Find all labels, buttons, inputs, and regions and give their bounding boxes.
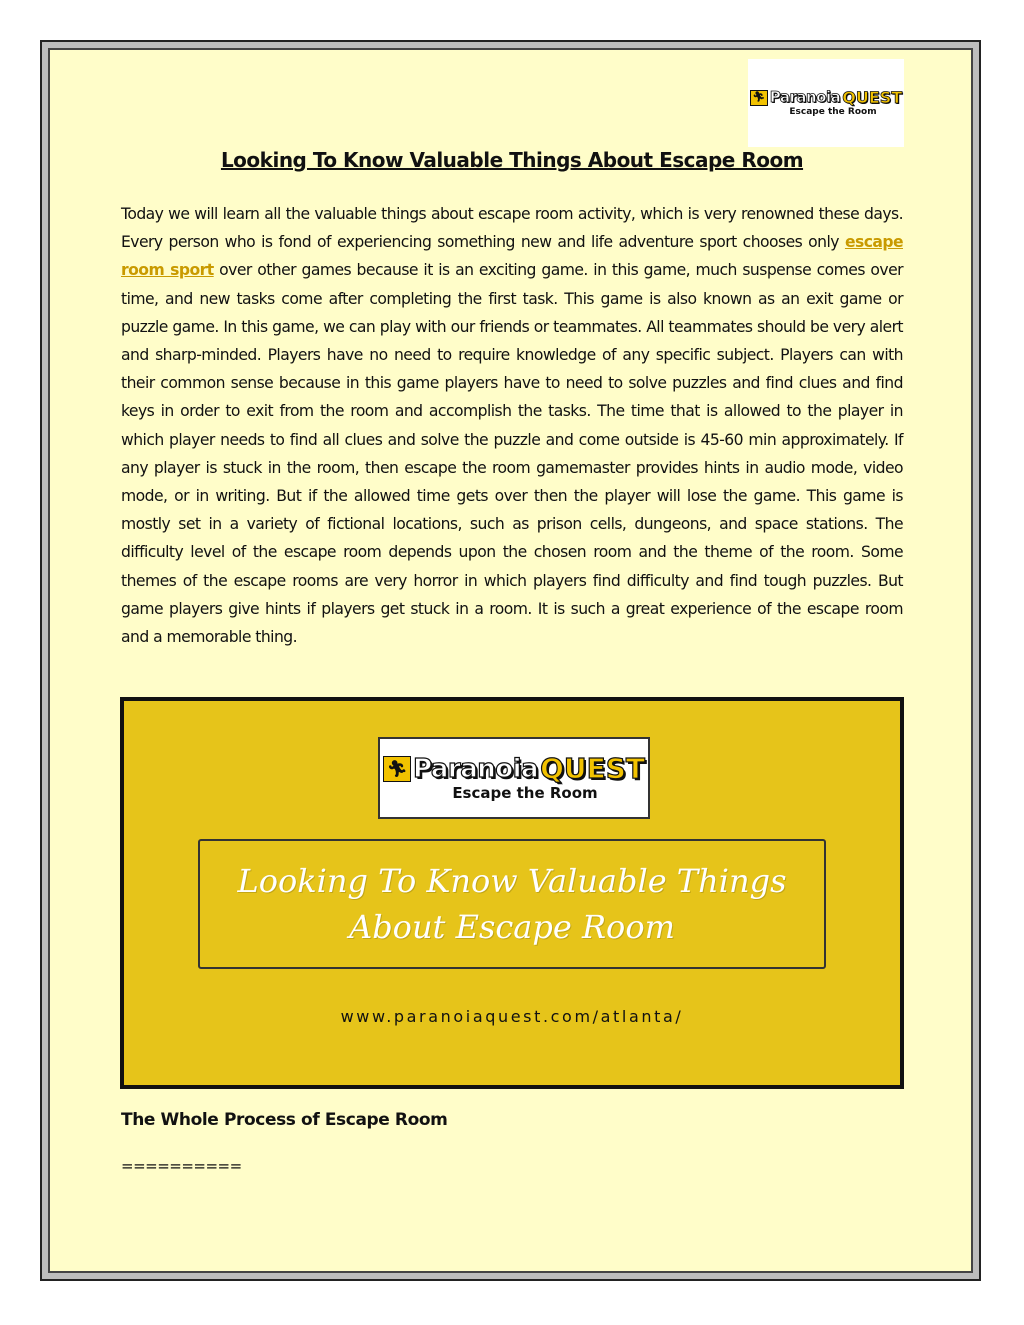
banner-logo-mark bbox=[383, 752, 646, 802]
logo-brand-first: Paranoia bbox=[769, 88, 841, 106]
logo-brand-second: QUEST bbox=[842, 87, 903, 107]
runner-icon: 🏃︎ bbox=[383, 756, 411, 782]
separator-line: ========== bbox=[121, 1157, 242, 1175]
logo-mark bbox=[750, 87, 903, 117]
section-heading: The Whole Process of Escape Room bbox=[121, 1110, 448, 1130]
banner-logo-tagline: Escape the Room bbox=[452, 784, 598, 802]
paragraph-text-start: Today we will learn all the valuable things about escape room activity, which is very renowned these days. Every person who is fond of experiencing something new and life adventure sport chooses only bbox=[121, 205, 903, 252]
article-paragraph bbox=[121, 200, 903, 651]
logo-tagline: Escape the Room bbox=[789, 106, 877, 117]
banner-url: www.paranoiaquest.com/atlanta/ bbox=[340, 1007, 684, 1026]
banner-logo bbox=[378, 737, 650, 819]
runner-icon: 🏃︎ bbox=[750, 90, 768, 106]
banner-logo-brand-first: Paranoia bbox=[412, 754, 539, 784]
header-logo bbox=[748, 59, 904, 147]
paragraph-text-end: over other games because it is an exciting game. in this game, much suspense comes over time, and new tasks come after completing the first task. This game is also known as an exit game or puzzle game. In this game, we can play with our friends or teammates. All teammates should be very alert and sharp-minded. Players have no need to require knowledge of any specific subject. Players can with their common sense because in this game players have to need to solve puzzles and find clues and find keys in order to exit from the room and accomplish the tasks. The time that is allowed to the player in which player needs to find all clues and solve the puzzle and come outside is 45-60 min approximately. If any player is stuck in the room, then escape the room gamemaster provides hints in audio mode, video mode, or in writing. But if the allowed time gets over then the player will lose the game. This game is mostly set in a variety of fictional locations, such as prison cells, dungeons, and space stations. The difficulty level of the escape room depends upon the chosen room and the theme of the room. Some themes of the escape rooms are very horror in which players find difficulty and find tough puzzles. But game players give hints if players get stuck in a room. It is such a great experience of the escape room and a memorable thing. bbox=[121, 261, 903, 647]
article-title: Looking To Know Valuable Things About Escape Room bbox=[220, 148, 804, 172]
banner-logo-brand-second: QUEST bbox=[540, 752, 646, 785]
banner-title: Looking To Know Valuable Things About Escape Room bbox=[237, 862, 787, 946]
escape-room-sport-link[interactable]: escape room sport bbox=[121, 233, 903, 280]
banner-title-box bbox=[198, 839, 826, 969]
promo-banner-image bbox=[120, 697, 904, 1089]
